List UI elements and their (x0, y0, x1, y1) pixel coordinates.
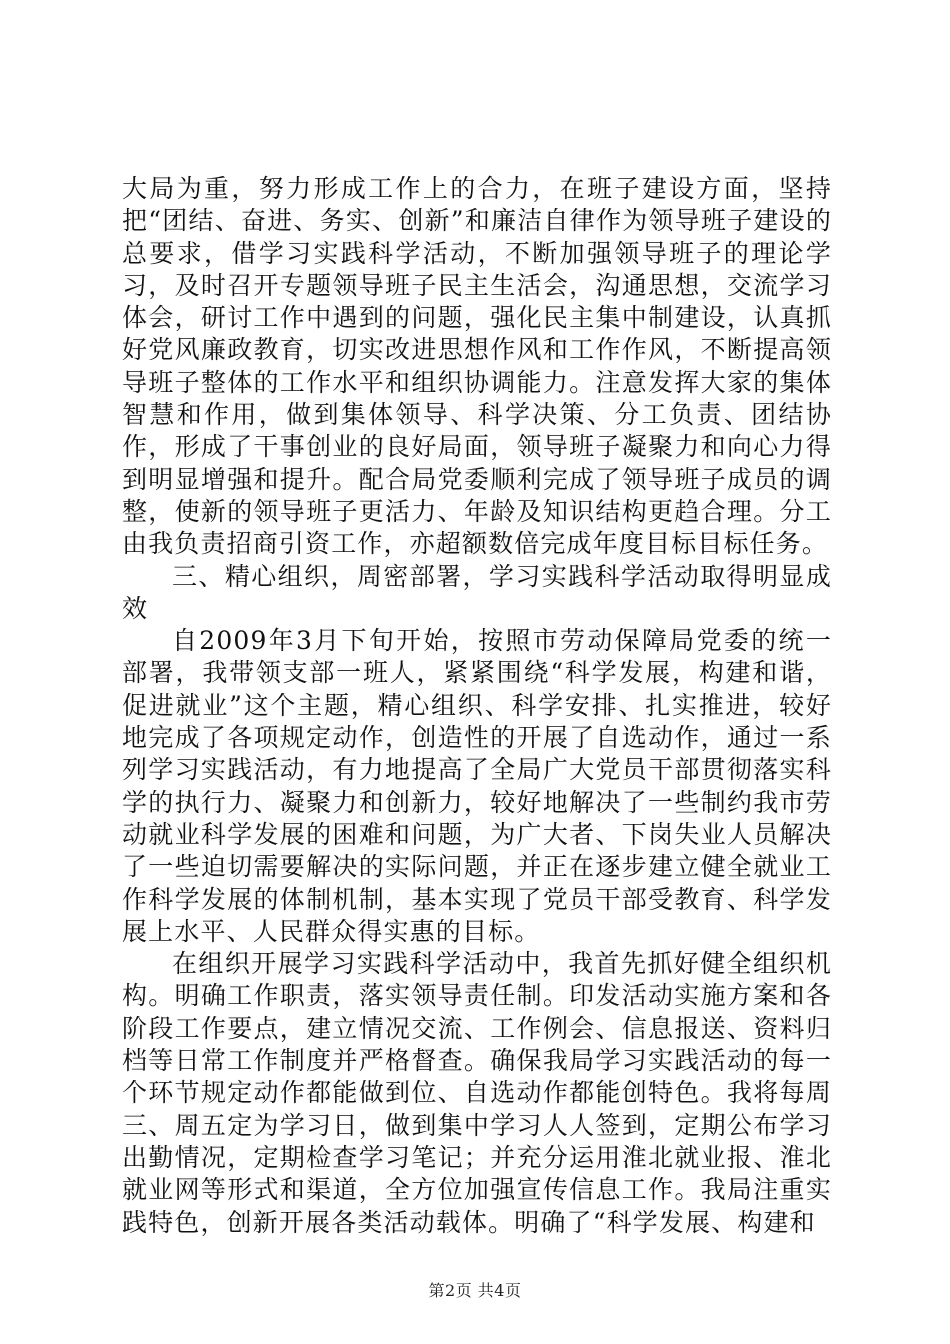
page-number-footer: 第2页 共4页 (428, 1281, 522, 1300)
paragraph-continuation: 大局为重，努力形成工作上的合力，在班子建设方面，坚持把“团结、奋进、务实、创新”和廉洁自律作为领导班子建设的总要求，借学习实践科学活动，不断加强领导班子的理论学习，及时召开专题领导班子民主生活会，沟通思想，交流学习体会，研讨工作中遇到的问题，强化民主集中制建设，认真抓好党风廉政教育，切实改进思想作风和工作作风，不断提高领导班子整体的工作水平和组织协调能力。注意发挥大家的集体智慧和作用，做到集体领导、科学决策、分工负责、团结协作，形成了干事创业的良好局面，领导班子凝聚力和向心力得到明显增强和提升。配合局党委顺利完成了领导班子成员的调整，使新的领导班子更活力、年龄及知识结构更趋合理。分工由我负责招商引资工作，亦超额数倍完成年度目标目标任务。 (122, 174, 832, 559)
paragraph: 自2009年3月下旬开始，按照市劳动保障局党委的统一部署，我带领支部一班人，紧紧围绕“科学发展，构建和谐，促进就业”这个主题，精心组织、科学安排、扎实推进，较好地完成了各项规定动作，创造性的开展了自选动作，通过一系列学习实践活动，有力地提高了全局广大党员干部贯彻落实科学的执行力、凝聚力和创新力，较好地解决了一些制约我市劳动就业科学发展的困难和问题，为广大者、下岗失业人员解决了一些迫切需要解决的实际问题，并正在逐步建立健全就业工作科学发展的体制机制，基本实现了党员干部受教育、科学发展上水平、人民群众得实惠的目标。 (122, 626, 832, 946)
document-body (122, 173, 832, 1239)
paragraph: 在组织开展学习实践科学活动中，我首先抓好健全组织机构。明确工作职责，落实领导责任制。印发活动实施方案和各阶段工作要点，建立情况交流、工作例会、信息报送、资料归档等日常工作制度并严格督查。确保我局学习实践活动的每一个环节规定动作都能做到位、自选动作都能创特色。我将每周三、周五定为学习日，做到集中学习人人签到，定期公布学习出勤情况，定期检查学习笔记；并充分运用淮北就业报、淮北就业网等形式和渠道，全方位加强宣传信息工作。我局注重实践特色，创新开展各类活动载体。明确了“科学发展、构建和 (122, 949, 832, 1237)
section-heading: 三、精心组织，周密部署，学习实践科学活动取得明显成效 (122, 561, 832, 623)
